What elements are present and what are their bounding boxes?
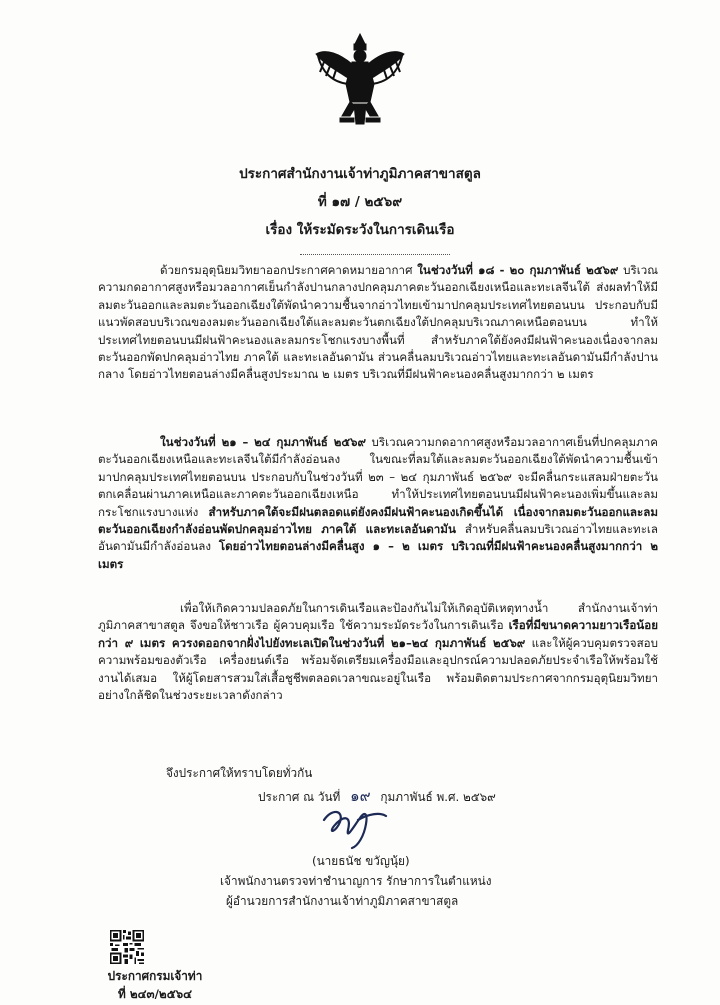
paragraph-1-lead: ด้วยกรมอุตุนิยมวิทยาออกประกาศคาดหมายอากาศ <box>160 263 418 277</box>
closing-announce: จึงประกาศให้ทราบโดยทั่วกัน <box>166 766 313 780</box>
signer-name: (นายธนัช ขวัญนุ้ย) <box>312 854 410 868</box>
paragraph-forecast-1 <box>98 262 658 384</box>
paragraph-2-bold-2: โดยอ่าวไทยตอนล่างมีคลื่นสูง ๑ – ๒ เมตร บริเวณที่มีฝนฟ้าคะนองคลื่นสูงมากกว่า ๒ เมตร <box>98 539 658 571</box>
signature <box>318 800 390 850</box>
paragraph-2-bold-1: สำหรับภาคใต้จะมีฝนตลอดแต่ยังคงมีฝนฟ้าคะนองเกิดขึ้นได้ เนื่องจากลมตะวันออกและลมตะวันออกเฉียงกำลังอ่อนพัดปกคลุมอ่าวไทย ภาคใต้ และทะเลอันดามัน <box>98 504 658 537</box>
paragraph-1-dates: ในช่วงวันที่ ๑๘ - ๒๐ กุมภาพันธ์ ๒๕๖๙ <box>417 263 619 277</box>
paragraph-3-body-1: เพื่อให้เกิดความปลอดภัยในการเดินเรือและป้องกันไม่ให้เกิดอุบัติเหตุทางน้ำ สำนักงานเจ้าท่าภูมิภาคสาขาสตูล จึงขอให้ชาวเรือ ผู้ควบคุมเรือ ใช้ความระมัดระวังในการเดินเรือ <box>98 601 658 633</box>
footer-label: ประกาศกรมเจ้าท่า <box>107 969 203 983</box>
signer-office: ผู้อำนวยการสำนักงานเจ้าท่าภูมิภาคสาขาสตูล <box>226 894 459 908</box>
paragraph-2-dates: ในช่วงวันที่ ๒๑ – ๒๔ กุมภาพันธ์ ๒๕๖๙ <box>160 435 367 449</box>
garuda-emblem-icon <box>314 32 406 130</box>
qr-code-icon <box>110 930 144 964</box>
footer-number: ที่ ๒๔๓/๒๕๖๔ <box>117 987 193 1001</box>
paragraph-advisory <box>98 600 658 704</box>
paragraph-1-body: บริเวณความกดอากาศสูงหรือมวลอากาศเย็นกำลังปานกลางปกคลุมภาคตะวันออกเฉียงเหนือและทะเลจีนใต้ ส่งผลทำให้มีลมตะวันออกและลมตะวันออกเฉียงใต้พัดนำความชื้นจากอ่าวไทยเข้ามาปกคลุมประเทศไทยตอนบน ประกอบกับมีแนวพัดสอบบริเวณของลมตะวันออกเฉียงใต้และลมตะวันตกเฉียงใต้ปกคลุมบริเวณภาคเหนือตอนบน ทำให้ประเทศไทยตอนบนมีฝนฟ้าคะนองและลมกระโชกแรงบางพื้นที่ สำหรับภาคใต้ยังคงมีฝนฟ้าคะนองเนื่องจากลมตะวันออกพัดปกคลุมอ่าวไทย ภาคใต้ และทะเลอันดามัน ส่วนคลื่นลมบริเวณอ่าวไทยและทะเลอันดามันมีกำลังปานกลาง โดยอ่าวไทยตอนล่างมีคลื่นสูงประมาณ ๒ เมตร บริเวณที่มีฝนฟ้าคะนองคลื่นสูงมากกว่า ๒ เมตร <box>98 263 658 382</box>
divider <box>300 254 450 255</box>
date-day: ๑๙ <box>350 789 371 805</box>
signer-position: เจ้าพนักงานตรวจท่าชำนาญการ รักษาการในตำแหน่ง <box>220 874 492 888</box>
announcement-number: ที่ ๑๗ / ๒๕๖๙ <box>317 194 403 210</box>
paragraph-2-body-1: บริเวณความกดอากาศสูงหรือมวลอากาศเย็นที่ปกคลุมภาคตะวันออกเฉียงเหนือและทะเลจีนใต้มีกำลังอ่อนลง ในขณะที่ลมใต้และลมตะวันออกเฉียงใต้พัดนำความชื้นเข้ามาปกคลุมประเทศไทยตอนบน ประกอบกับในช่วงวันที่ ๒๓ – ๒๔ กุมภาพันธ์ ๒๕๖๙ จะมีคลื่นกระแสลมฝ่ายตะวันตกเคลื่อนผ่านภาคเหนือและภาคตะวันออกเฉียงเหนือ ทำให้ประเทศไทยตอนบนมีฝนฟ้าคะนองเพิ่มขึ้นและลมกระโชกแรงบางแห่ง <box>98 435 659 519</box>
announcement-subject: เรื่อง ให้ระมัดระวังในการเดินเรือ <box>265 222 455 238</box>
paragraph-3-bold-1: เรือที่มีขนาดความยาวเรือน้อยกว่า ๙ เมตร ควรงดออกจากฝั่งไปยังทะเลเปิดในช่วงวันที่ ๒๑–๒๔ กุมภาพันธ์ ๒๕๖๙ <box>98 618 658 650</box>
date-suffix: กุมภาพันธ์ พ.ศ. ๒๕๖๙ <box>380 790 496 804</box>
date-prefix: ประกาศ ณ วันที่ <box>258 790 341 804</box>
paragraph-3-body-2: และให้ผู้ควบคุมตรวจสอบความพร้อมของตัวเรือ เครื่องยนต์เรือ พร้อมจัดเตรียมเครื่องมือและอุปกรณ์ความปลอดภัยประจำเรือให้พร้อมใช้งานได้เสมอ ให้ผู้โดยสารสวมใส่เสื้อชูชีพตลอดเวลาขณะอยู่ในเรือ พร้อมติดตามประกาศจากกรมอุตุนิยมวิทยาอย่างใกล้ชิดในช่วงระยะเวลาดังกล่าว <box>98 635 658 703</box>
paragraph-forecast-2 <box>98 434 658 573</box>
paragraph-2-body-2: สำหรับคลื่นลมบริเวณอ่าวไทยและทะเลอันดามันมีกำลังอ่อนลง <box>98 522 658 554</box>
announcement-title: ประกาศสำนักงานเจ้าท่าภูมิภาคสาขาสตูล <box>239 166 481 182</box>
